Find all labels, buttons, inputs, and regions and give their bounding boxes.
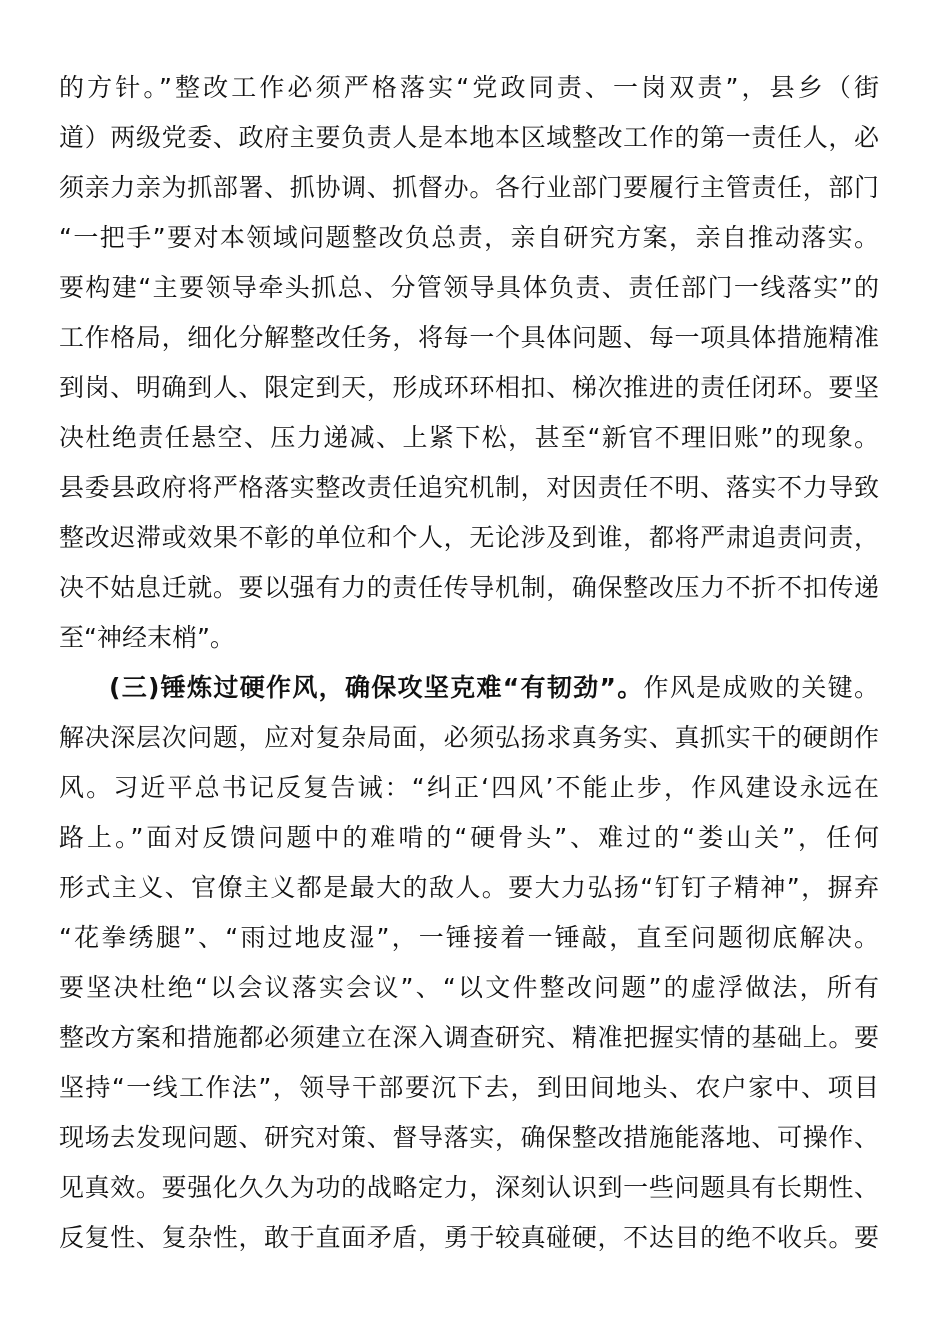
text-line: 道）两级党委、政府主要负责人是本地本区域整改工作的第一责任人，必 [59, 123, 879, 152]
paragraph-work-style [59, 663, 879, 1263]
text-line: 的方针。”整改工作必须严格落实“党政同责、一岗双责”，县乡（街 [59, 73, 879, 102]
text-line: 现场去发现问题、研究对策、督导落实，确保整改措施能落地、可操作、 [59, 1123, 879, 1152]
paragraph-responsibility [59, 63, 879, 663]
text-line: 至“神经末梢”。 [59, 623, 235, 652]
text-line: 整改迟滞或效果不彰的单位和个人，无论涉及到谁，都将严肃追责问责， [59, 523, 879, 552]
text-line: 风。习近平总书记反复告诫：“纠正‘四风’不能止步，作风建设永远在 [59, 773, 879, 802]
document-body [59, 63, 879, 1263]
text-line: 县委县政府将严格落实整改责任追究机制，对因责任不明、落实不力导致 [59, 473, 879, 502]
text-line: 路上。”面对反馈问题中的难啃的“硬骨头”、难过的“娄山关”，任何 [59, 823, 879, 852]
text-line: 解决深层次问题，应对复杂局面，必须弘扬求真务实、真抓实干的硬朗作 [59, 723, 879, 752]
text-line: 要构建“主要领导牵头抓总、分管领导具体负责、责任部门一线落实”的 [59, 273, 879, 302]
text-line: 到岗、明确到人、限定到天，形成环环相扣、梯次推进的责任闭环。要坚 [59, 373, 879, 402]
text-line: 决不姑息迁就。要以强有力的责任传导机制，确保整改压力不折不扣传递 [59, 573, 879, 602]
text-line: “花拳绣腿”、“雨过地皮湿”，一锤接着一锤敲，直至问题彻底解决。 [59, 923, 879, 952]
text-line: 要坚决杜绝“以会议落实会议”、“以文件整改问题”的虚浮做法，所有 [59, 973, 879, 1002]
text-line: 工作格局，细化分解整改任务，将每一个具体问题、每一项具体措施精准 [59, 323, 879, 352]
section-heading-line [59, 663, 879, 713]
heading-line-rest: 作风是成败的关键。 [643, 673, 879, 702]
text-line: 坚持“一线工作法”，领导干部要沉下去，到田间地头、农户家中、项目 [59, 1073, 879, 1102]
text-line: 决杜绝责任悬空、压力递减、上紧下松，甚至“新官不理旧账”的现象。 [59, 423, 879, 452]
text-line: 见真效。要强化久久为功的战略定力，深刻认识到一些问题具有长期性、 [59, 1173, 879, 1202]
text-line: 须亲力亲为抓部署、抓协调、抓督办。各行业部门要履行主管责任，部门 [59, 173, 879, 202]
text-line: 反复性、复杂性，敢于直面矛盾，勇于较真碰硬，不达目的绝不收兵。要 [59, 1223, 879, 1252]
text-line: “一把手”要对本领域问题整改负总责，亲自研究方案，亲自推动落实。 [59, 223, 879, 252]
section-heading: (三)锤炼过硬作风，确保攻坚克难“有韧劲”。 [109, 673, 644, 702]
text-line: 形式主义、官僚主义都是最大的敌人。要大力弘扬“钉钉子精神”，摒弃 [59, 873, 879, 902]
text-line: 整改方案和措施都必须建立在深入调查研究、精准把握实情的基础上。要 [59, 1023, 879, 1052]
